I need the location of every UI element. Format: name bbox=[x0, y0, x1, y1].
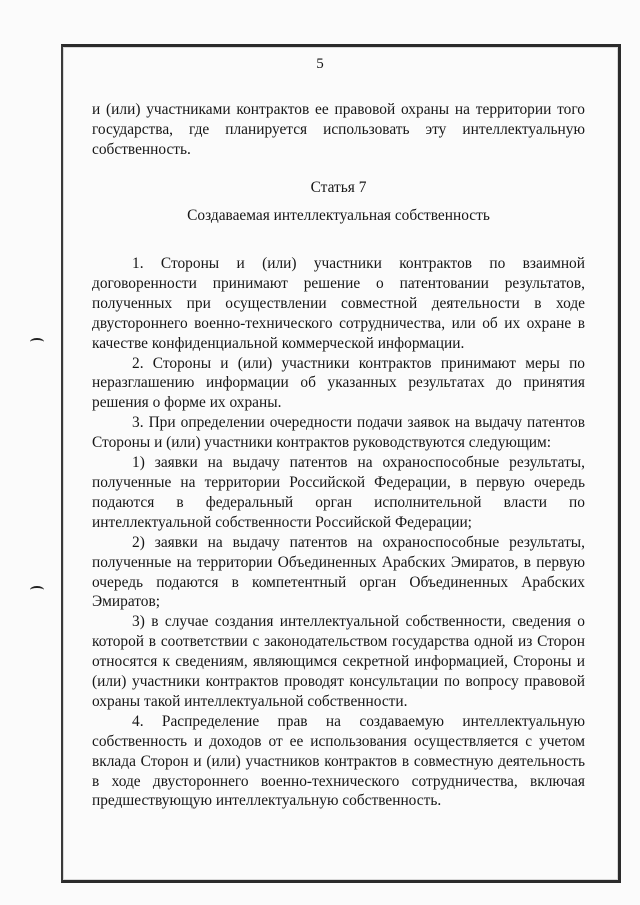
scan-mark-upper bbox=[30, 338, 44, 346]
subparagraph-1: 1) заявки на выдачу патентов на охраноспособные результаты, полученные на территории Российской Федерации, в первую очередь подаются в федеральный орган исполнительной власти по интеллектуальной собственности Российской Федерации; bbox=[92, 454, 585, 531]
article-heading-block bbox=[92, 178, 585, 198]
paragraph-1: 1. Стороны и (или) участники контрактов по взаимной договоренности принимают решение о патентовании результатов, полученных при осуществлении совместной деятельности в ходе двустороннего военно-технического сотрудничества, или об их охране в качестве конфиденциальной коммерческой информации. bbox=[92, 255, 585, 352]
subparagraph-3: 3) в случае создания интеллектуальной собственности, сведения о которой в соответствии с законодательством государства одной из Сторон относятся к сведениям, являющимся секретной информацией, Стороны и (или) участники контрактов проводят консультации по вопросу правовой охраны такой интеллектуальной собственности. bbox=[92, 613, 585, 710]
article-number: Статья 7 bbox=[310, 179, 367, 196]
article-body bbox=[92, 254, 585, 811]
intro-paragraph: и (или) участниками контрактов ее правовой охраны на территории того государства, где планируется использовать эту интеллектуальную собственность. bbox=[92, 101, 585, 158]
subparagraph-2: 2) заявки на выдачу патентов на охраноспособные результаты, полученные на территории Объединенных Арабских Эмиратов, в первую очередь подаются в компетентный орган Объединенных Арабских Эмиратов; bbox=[92, 533, 585, 611]
page-number: 5 bbox=[316, 56, 324, 72]
paragraph-3: 3. При определении очередности подачи заявок на выдачу патентов Стороны и (или) участники контрактов руководствуются следующим: bbox=[92, 414, 585, 452]
paragraph-2: 2. Стороны и (или) участники контрактов принимают меры по неразглашению информации об указанных результатах до принятия решения о форме их охраны. bbox=[92, 354, 585, 412]
intro-block bbox=[92, 100, 585, 160]
paragraph-4: 4. Распределение прав на создаваемую интеллектуальную собственность и доходов от ее использования осуществляется с учетом вклада Сторон и (или) участников контрактов в совместную деятельность в ходе двустороннего военно-технического сотрудничества, включая предшествующую интеллектуальную собственность. bbox=[92, 712, 585, 810]
scan-mark-lower bbox=[30, 586, 44, 594]
article-title: Создаваемая интеллектуальная собственность bbox=[187, 207, 490, 224]
article-title-block bbox=[92, 206, 585, 226]
